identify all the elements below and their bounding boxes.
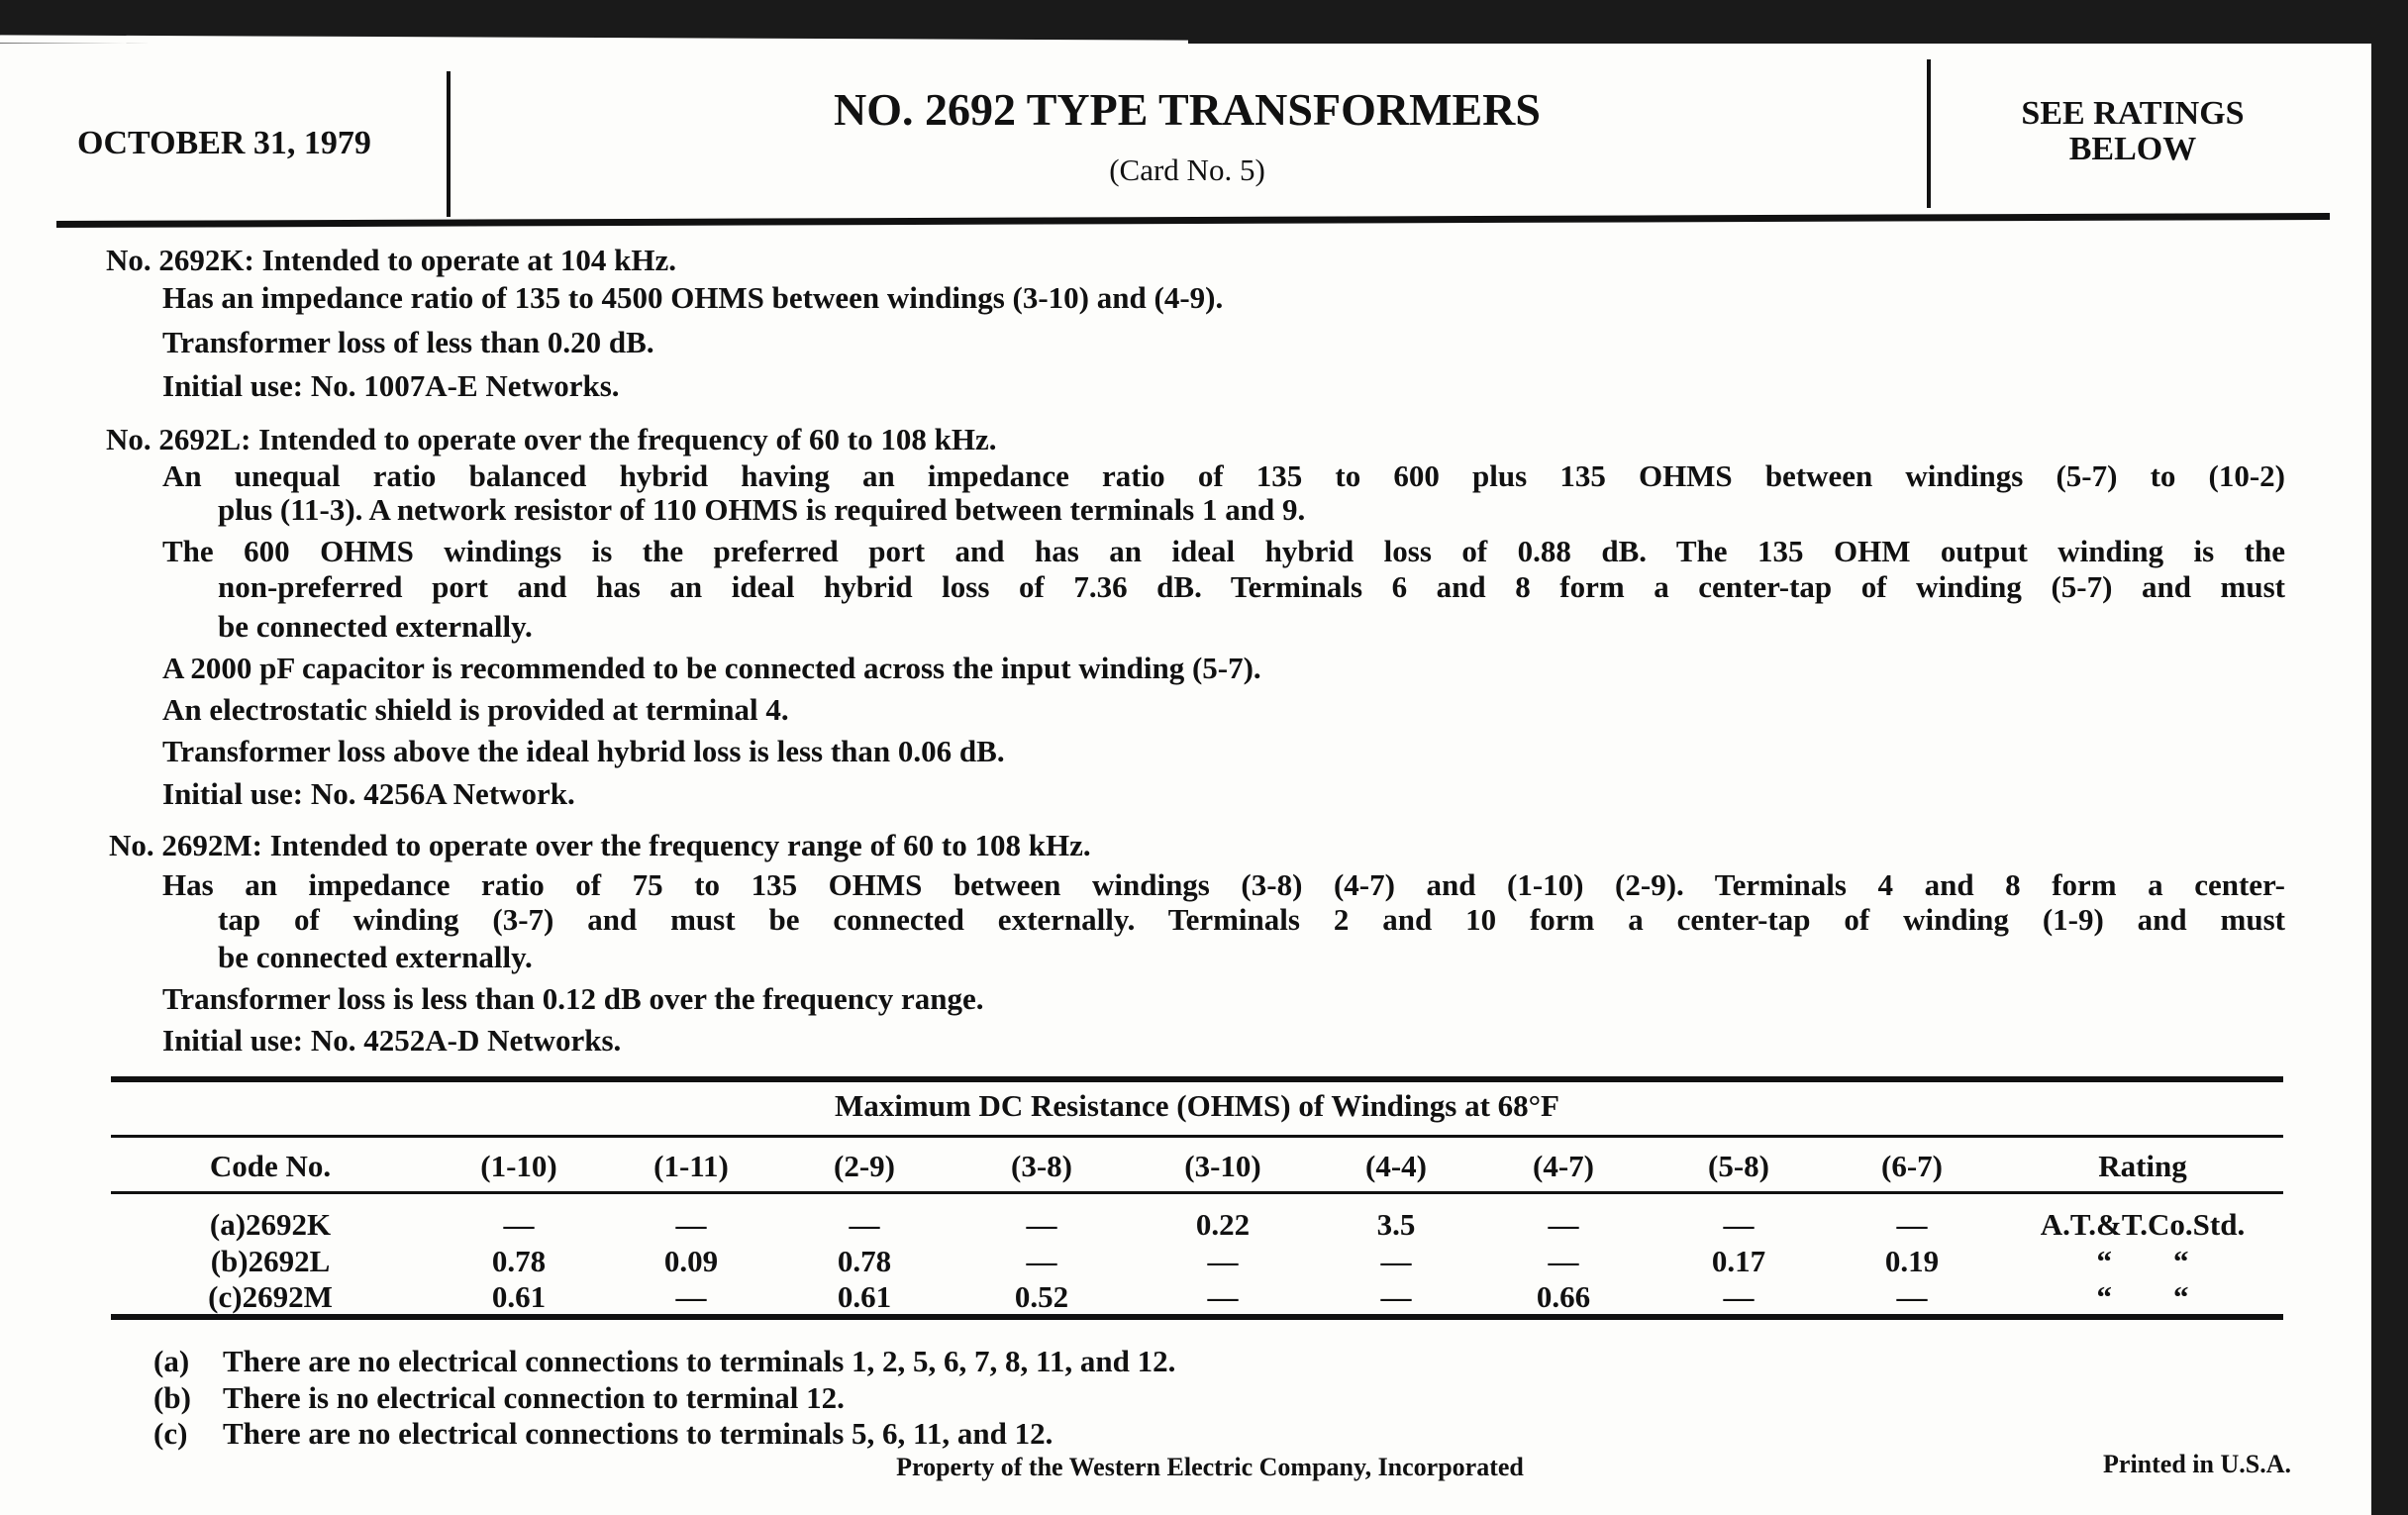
k-line: Initial use: No. 1007A-E Networks. xyxy=(162,368,620,403)
resistance-cell: 0.78 xyxy=(491,1244,547,1278)
resistance-cell: 0.78 xyxy=(837,1244,892,1278)
footnote-text: There are no electrical connections to terminals 5, 6, 11, and 12. xyxy=(223,1416,1054,1451)
column-header: (4-7) xyxy=(1533,1149,1594,1183)
card-number: (Card No. 5) xyxy=(1109,152,1265,187)
resistance-cell: — xyxy=(1207,1279,1239,1314)
code-cell: (c)2692M xyxy=(208,1279,333,1314)
column-header: (3-10) xyxy=(1184,1149,1261,1183)
resistance-cell: — xyxy=(1723,1279,1755,1314)
m-line: Has an impedance ratio of 75 to 135 OHMS between windings (3-8) (4-7) and (1-10) (2-9). Terminals 4 and 8 form a center- xyxy=(162,867,2285,902)
resistance-cell: — xyxy=(1896,1279,1928,1314)
rating-cell: “ “ xyxy=(2096,1279,2189,1314)
date: OCTOBER 31, 1979 xyxy=(77,125,371,161)
column-header: (2-9) xyxy=(834,1149,895,1183)
resistance-cell: — xyxy=(1380,1244,1412,1278)
resistance-cell: — xyxy=(503,1207,535,1242)
column-header: (6-7) xyxy=(1881,1149,1943,1183)
header-divider-left xyxy=(447,71,451,217)
l-line: An electrostatic shield is provided at terminal 4. xyxy=(162,692,789,727)
header-divider-right xyxy=(1927,59,1931,208)
resistance-cell: 0.22 xyxy=(1195,1207,1251,1242)
footnote-mark: (c) xyxy=(153,1416,188,1451)
l-line: Initial use: No. 4256A Network. xyxy=(162,776,575,811)
resistance-cell: — xyxy=(849,1207,880,1242)
k-line: Has an impedance ratio of 135 to 4500 OHMS between windings (3-10) and (4-9). xyxy=(162,280,1224,315)
resistance-cell: 0.19 xyxy=(1884,1244,1940,1278)
ratings-note-line1: SEE RATINGS xyxy=(2021,95,2245,132)
l-line: be connected externally. xyxy=(218,609,533,644)
resistance-cell: — xyxy=(1207,1244,1239,1278)
table-top-rule xyxy=(111,1076,2283,1082)
rating-cell: A.T.&T.Co.Std. xyxy=(2040,1207,2246,1242)
column-header: Rating xyxy=(2098,1149,2187,1183)
property-notice: Property of the Western Electric Company, Incorporated xyxy=(896,1453,1524,1481)
l-line: non-preferred port and has an ideal hybrid loss of 7.36 dB. Terminals 6 and 8 form a center-tap of winding (5-7) and must xyxy=(218,569,2285,604)
resistance-cell: — xyxy=(1026,1244,1057,1278)
code-cell: (b)2692L xyxy=(210,1244,331,1278)
m-line: tap of winding (3-7) and must be connected externally. Terminals 2 and 10 form a center-tap of winding (1-9) and must xyxy=(218,902,2285,937)
column-header: (1-10) xyxy=(480,1149,557,1183)
footnote-mark: (b) xyxy=(153,1380,191,1415)
footnote-text: There is no electrical connection to terminal 12. xyxy=(223,1380,845,1415)
m-line: Transformer loss is less than 0.12 dB over the frequency range. xyxy=(162,981,984,1016)
l-line: An unequal ratio balanced hybrid having an impedance ratio of 135 to 600 plus 135 OHMS between windings (5-7) to (10-2) xyxy=(162,458,2285,493)
table-header-rule xyxy=(111,1191,2283,1194)
ratings-note-line2: BELOW xyxy=(2068,131,2197,167)
resistance-cell: 0.09 xyxy=(663,1244,719,1278)
resistance-cell: — xyxy=(1896,1207,1928,1242)
l-line: plus (11-3). A network resistor of 110 OHMS is required between terminals 1 and 9. xyxy=(218,492,1306,527)
resistance-cell: — xyxy=(1548,1207,1579,1242)
printed-in: Printed in U.S.A. xyxy=(2103,1450,2291,1478)
m-line: Initial use: No. 4252A-D Networks. xyxy=(162,1023,622,1058)
table-title-rule xyxy=(111,1135,2283,1138)
m-heading: No. 2692M: Intended to operate over the frequency range of 60 to 108 kHz. xyxy=(109,828,1091,862)
column-header: (5-8) xyxy=(1708,1149,1769,1183)
l-line: Transformer loss above the ideal hybrid loss is less than 0.06 dB. xyxy=(162,734,1005,768)
resistance-cell: — xyxy=(675,1279,707,1314)
l-line: The 600 OHMS windings is the preferred port and has an ideal hybrid loss of 0.88 dB. The 135 OHM output winding is the xyxy=(162,534,2285,568)
column-header: (3-8) xyxy=(1011,1149,1072,1183)
k-heading: No. 2692K: Intended to operate at 104 kHz. xyxy=(106,243,677,277)
resistance-cell: — xyxy=(1380,1279,1412,1314)
column-header: Code No. xyxy=(209,1149,332,1183)
m-line: be connected externally. xyxy=(218,940,533,974)
code-cell: (a)2692K xyxy=(209,1207,332,1242)
resistance-cell: 0.17 xyxy=(1711,1244,1766,1278)
resistance-cell: — xyxy=(1026,1207,1057,1242)
resistance-cell: 0.52 xyxy=(1014,1279,1069,1314)
rating-cell: “ “ xyxy=(2096,1244,2189,1278)
table-bottom-rule xyxy=(111,1314,2283,1320)
l-heading: No. 2692L: Intended to operate over the frequency of 60 to 108 kHz. xyxy=(106,422,997,456)
l-line: A 2000 pF capacitor is recommended to be connected across the input winding (5-7). xyxy=(162,651,1261,685)
column-header: (4-4) xyxy=(1365,1149,1427,1183)
resistance-cell: 0.66 xyxy=(1536,1279,1591,1314)
resistance-cell: — xyxy=(1723,1207,1755,1242)
resistance-cell: 0.61 xyxy=(837,1279,892,1314)
resistance-cell: — xyxy=(675,1207,707,1242)
footnote-mark: (a) xyxy=(153,1344,190,1378)
resistance-cell: — xyxy=(1548,1244,1579,1278)
resistance-cell: 0.61 xyxy=(491,1279,547,1314)
table-title: Maximum DC Resistance (OHMS) of Windings at 68°F xyxy=(835,1088,1559,1123)
k-line: Transformer loss of less than 0.20 dB. xyxy=(162,325,654,359)
footnote-text: There are no electrical connections to terminals 1, 2, 5, 6, 7, 8, 11, and 12. xyxy=(223,1344,1176,1378)
resistance-cell: 3.5 xyxy=(1376,1207,1416,1242)
page-title: NO. 2692 TYPE TRANSFORMERS xyxy=(834,84,1541,135)
column-header: (1-11) xyxy=(653,1149,729,1183)
